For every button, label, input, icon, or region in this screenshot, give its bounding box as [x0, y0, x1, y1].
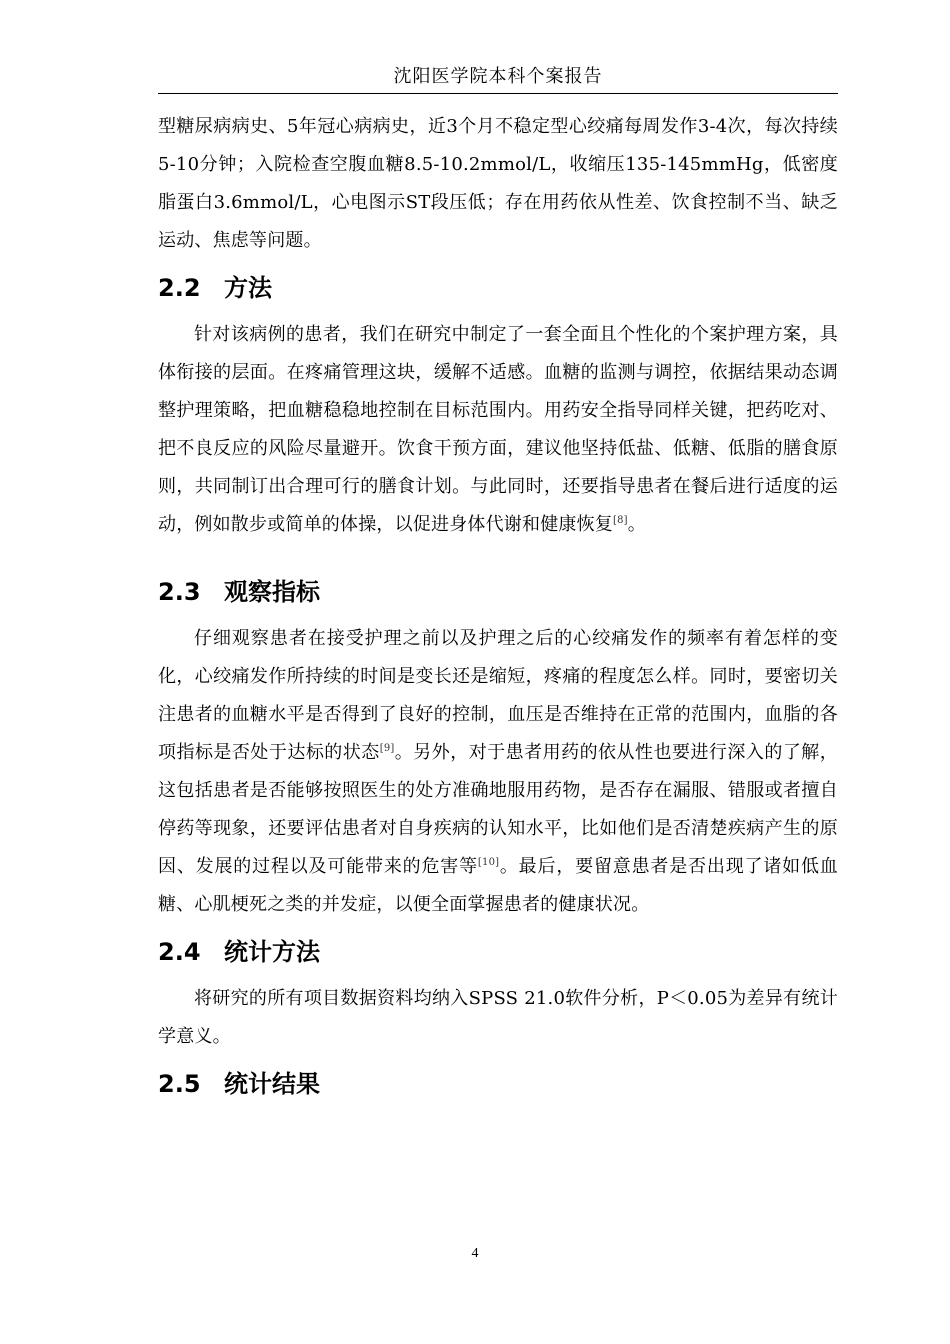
- running-header: 沈阳医学院本科个案报告: [393, 66, 603, 87]
- citation-marker: [9]: [379, 743, 395, 754]
- paragraph-text: 仔细观察患者在接受护理之前以及护理之后的心绞痛发作的频率有着怎样的变化，心绞痛发作所持续的时间是变长还是缩短，疼痛的程度怎么样。同时，要密切关注患者的血糖水平是否得到了良好的控制，血压是否维持在正常的范围内，血脂的各项指标是否处于达标的状态: [158, 628, 838, 763]
- paragraph-text: 。: [627, 514, 646, 535]
- section-number: 2.4: [158, 938, 201, 966]
- section-number: 2.2: [158, 274, 201, 302]
- section-heading-results: [158, 1056, 838, 1112]
- section-number: 2.5: [158, 1070, 201, 1098]
- citation-marker: [8]: [613, 515, 628, 526]
- page-content: [158, 108, 838, 1112]
- section-title: 统计方法: [224, 938, 320, 966]
- section-title: 方法: [224, 274, 272, 302]
- section-heading-observation: [158, 564, 838, 620]
- section-heading-methods: [158, 260, 838, 316]
- observation-paragraph: [158, 620, 838, 924]
- header-rule: [158, 93, 838, 94]
- intro-paragraph: 型糖尿病病史、5年冠心病病史，近3个月不稳定型心绞痛每周发作3-4次，每次持续5-10分钟；入院检查空腹血糖8.5-10.2mmol/L，收缩压135-145mmHg，低密度脂蛋白3.6mmol/L，心电图示ST段压低；存在用药依从性差、饮食控制不当、缺乏运动、焦虑等问题。: [158, 116, 838, 251]
- methods-paragraph: [158, 316, 838, 544]
- paragraph-text: 。最后，要留意患者是否出现了诸如低血糖、心肌梗死之类的并发症，以便全面掌握患者的健康状况。: [158, 856, 838, 915]
- spacer: [158, 544, 838, 564]
- paragraph-text: 针对该病例的患者，我们在研究中制定了一套全面且个性化的个案护理方案，具体衔接的层面。在疼痛管理这块，缓解不适感。血糖的监测与调控，依据结果动态调整护理策略，把血糖稳稳地控制在目标范围内。用药安全指导同样关键，把药吃对、把不良反应的风险尽量避开。饮食干预方面，建议他坚持低盐、低糖、低脂的膳食原则，共同制订出合理可行的膳食计划。与此同时，还要指导患者在餐后进行适度的运动，例如散步或简单的体操，以促进身体代谢和健康恢复: [158, 324, 838, 535]
- section-title: 观察指标: [224, 578, 320, 606]
- section-heading-statistics: [158, 924, 838, 980]
- page-number: 4: [471, 1246, 479, 1261]
- citation-marker: [10]: [477, 857, 500, 868]
- paragraph-text: 。另外，对于患者用药的依从性也要进行深入的了解，这包括患者是否能够按照医生的处方准确地服用药物，是否存在漏服、错服或者擅自停药等现象，还要评估患者对自身疾病的认知水平，比如他们是否清楚疾病产生的原因、发展的过程以及可能带来的危害等: [158, 742, 838, 877]
- section-title: 统计结果: [224, 1070, 320, 1098]
- statistics-paragraph: 将研究的所有项目数据资料均纳入SPSS 21.0软件分析，P＜0.05为差异有统计学意义。: [158, 988, 838, 1047]
- section-number: 2.3: [158, 578, 201, 606]
